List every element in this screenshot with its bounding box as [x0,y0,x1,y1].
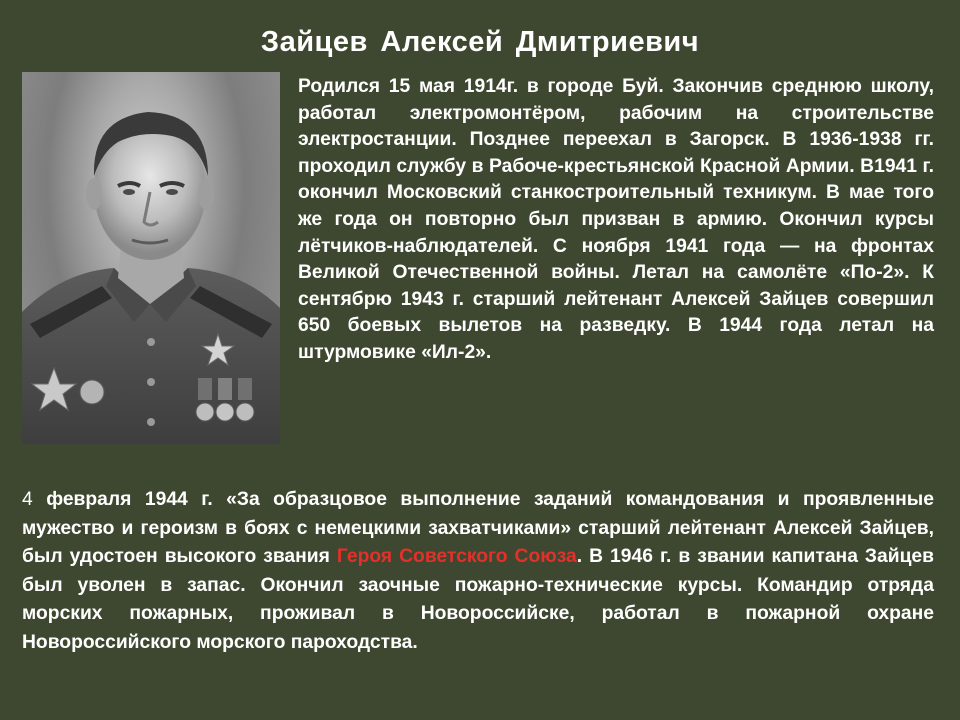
award-text: февраля 1944 г. «За образцовое выполнение заданий командования и проявленные мужество и героизм в боях с немецкими захватчиками» старший лейтенант Алексей Зайцев, был удостоен высокого звания [22,489,934,567]
page-title: Зайцев Алексей Дмитриевич [260,26,700,58]
portrait-photo-icon [22,72,280,444]
post-war-text: . В 1946 г. в звании капитана Зайцев был уволен в запас. Окончил заочные пожарно-технические курсы. Командир отряда морских пожарных, проживал в Новороссийске, работал в пожарной охране Новороссийского морского пароходства. [22,546,935,653]
portrait-photo [22,72,280,444]
hero-title-link[interactable]: Героя Советского Союза [336,546,577,567]
biography-award [22,486,934,657]
biography-intro: Родился 15 мая 1914г. в городе Буй. Закончив среднюю школу, работал электромонтёром, рабочим на строительстве электростанции. Позднее переехал в Загорск. В 1936-1938 гг. проходил службу в Рабоче-крестьянской Красной Армии. В1941 г. окончил Московский станкостроительный техникум. В мае того же года он повторно был призван в армию. Окончил курсы лётчиков-наблюдателей. С ноября 1941 года — на фронтах Великой Отечественной войны. Летал на самолёте «По-2». К сентябрю 1943 г. старший лейтенант Алексей Зайцев совершил 650 боевых вылетов на разведку. В 1944 года летал на штурмовике «Ил-2». [298,76,934,363]
award-day: 4 [22,489,33,510]
